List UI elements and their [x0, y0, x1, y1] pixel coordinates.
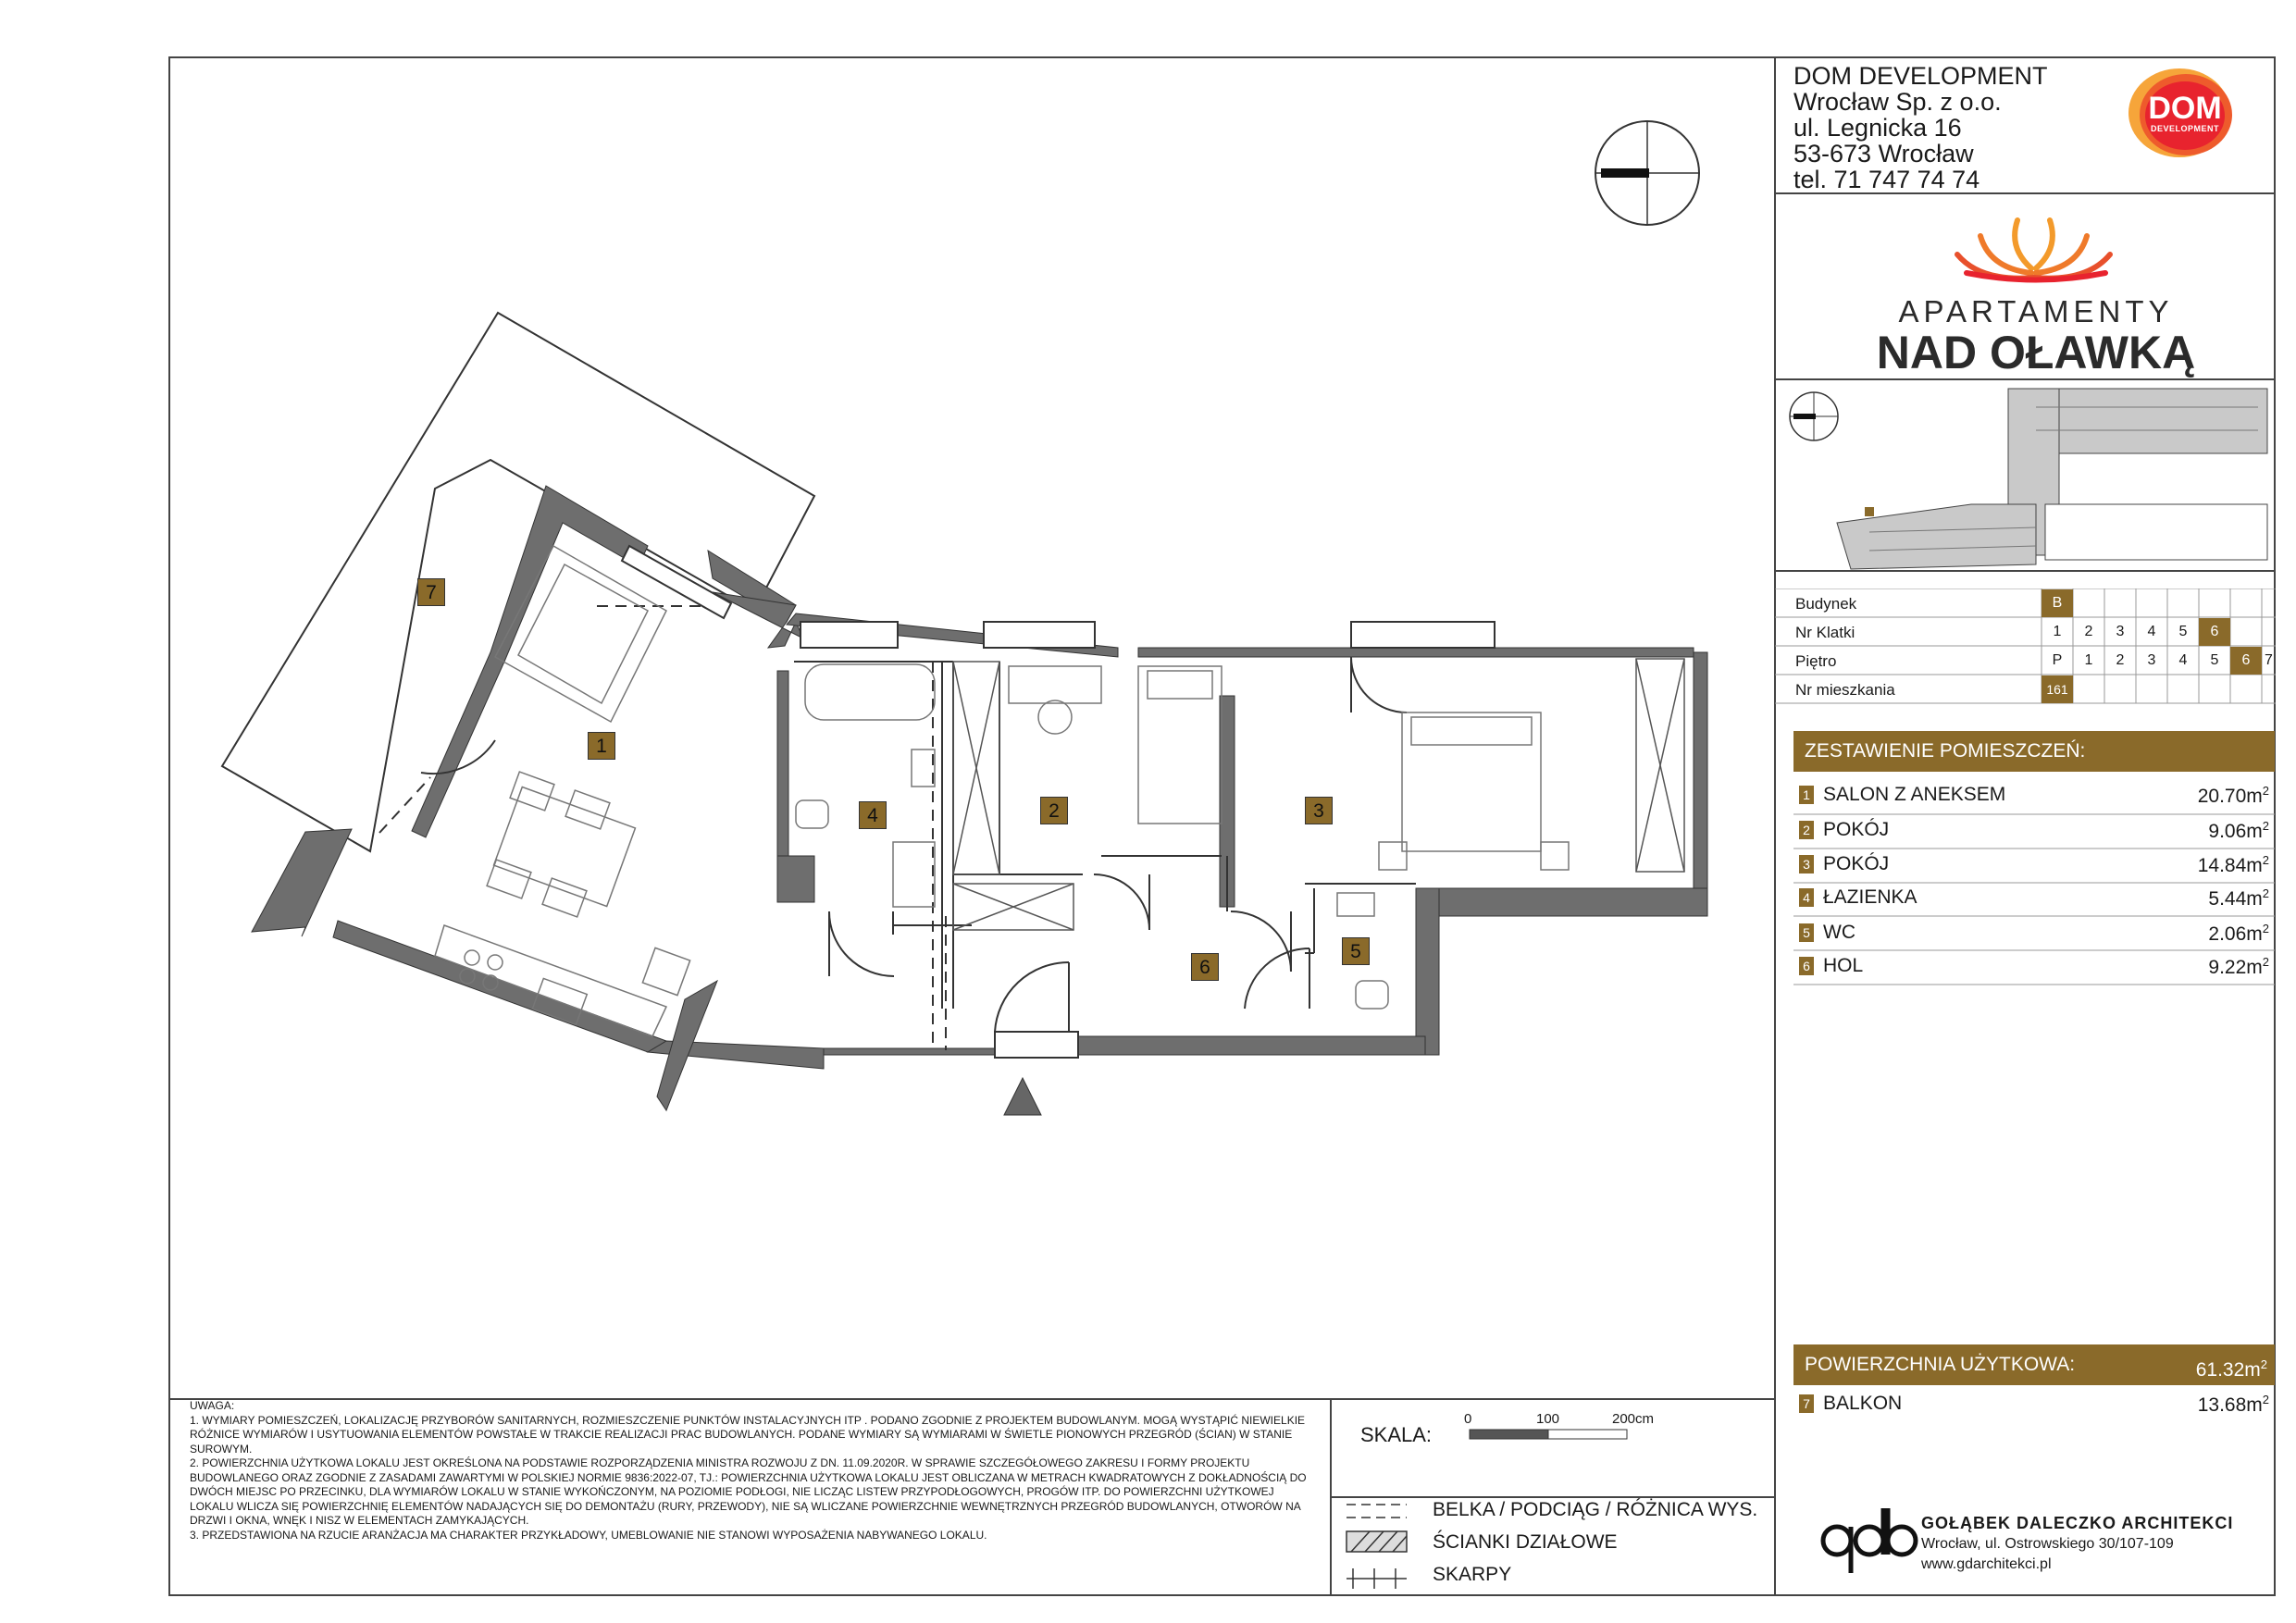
- note-item: 3. PRZEDSTAWIONA NA RZUCIE ARANŻACJA MA CHARAKTER PRZYKŁADOWY, UMEBLOWANIE NIE STANOWI WYPOSAŻENIA NABYWANEGO LOKALU.: [190, 1528, 987, 1542]
- floor-3: 3: [2147, 652, 2156, 668]
- floor-p: P: [2052, 652, 2063, 668]
- plan-label-4: 4: [859, 801, 887, 829]
- partitions: [794, 662, 1416, 1009]
- scale-tick-0: 0: [1464, 1411, 1472, 1427]
- room-area-value: 2.06m: [2208, 923, 2263, 945]
- unit-value: 161: [2042, 675, 2073, 703]
- architect-address: Wrocław, ul. Ostrowskiego 30/107-109: [1921, 1536, 2174, 1552]
- key-plan: [1790, 389, 2267, 569]
- plan-label-5: 5: [1342, 937, 1370, 965]
- plan-label-3: 3: [1305, 797, 1333, 824]
- room-number: 3: [1799, 855, 1814, 873]
- company-phone: tel. 71 747 74 74: [1793, 166, 1980, 193]
- notes: [190, 1399, 1319, 1542]
- plan-label-6: 6: [1191, 953, 1219, 981]
- room-area-value: 9.06m: [2208, 821, 2263, 842]
- room-area-unit: 2: [2262, 853, 2269, 867]
- legend-partition: ŚCIANKI DZIAŁOWE: [1433, 1531, 1618, 1553]
- entrance-arrow-icon: [1004, 1078, 1041, 1115]
- room-number: 4: [1799, 888, 1814, 907]
- legend-symbols: [1347, 1505, 1407, 1589]
- room-area-unit: 2: [2262, 922, 2269, 935]
- rooms-heading: ZESTAWIENIE POMIESZCZEŃ:: [1793, 731, 2275, 772]
- unit-label: Nr mieszkania: [1795, 681, 1895, 699]
- room-area-value: 5.44m: [2208, 888, 2263, 910]
- room-name: SALON Z ANEKSEM: [1823, 784, 2006, 805]
- architect-web: www.gdarchitekci.pl: [1921, 1556, 2052, 1572]
- stair-2: 2: [2084, 624, 2093, 639]
- room-area-unit: 2: [2262, 886, 2269, 900]
- usable-area-label: POWIERZCHNIA UŻYTKOWA:: [1805, 1354, 2076, 1375]
- company-name: DOM DEVELOPMENT: [1793, 62, 2048, 90]
- company-street: ul. Legnicka 16: [1793, 114, 1962, 142]
- room-number: 2: [1799, 821, 1814, 839]
- company-entity: Wrocław Sp. z o.o.: [1793, 88, 2002, 116]
- room-number: 7: [1799, 1394, 1814, 1413]
- room-number: 6: [1799, 957, 1814, 975]
- dom-development-logo: [2119, 65, 2247, 163]
- scale-tick-200: 200cm: [1612, 1411, 1655, 1427]
- architect-logo-icon: [1823, 1508, 1916, 1573]
- room-name: POKÓJ: [1823, 819, 1890, 840]
- building-value: B: [2042, 589, 2073, 617]
- note-item: 1. WYMIARY POMIESZCZEŃ, LOKALIZACJĘ PRZYBORÓW SANITARNYCH, ROZMIESZCZENIE PUNKTÓW INSTALACYJNYCH ITP . PODANO ZGODNIE Z PROJEKTEM BUDOWLANYM. MOGĄ WYSTĄPIĆ NIEWIELKIE RÓŻNICE WYMIARÓW I USYTUOWANIA ELEMENTÓW POWSTAŁE W TRAKCIE REALIZACJI PRAC BUDOWLANYCH. PODANE WYMIARY SĄ WYMIARAMI W ŚWIETLE PIONOWYCH PRZEGRÓD (ŚCIAN) W STANIE SUROWYM.: [190, 1413, 1306, 1456]
- brand-line-2: NAD OŁAWKĄ: [1876, 327, 2196, 378]
- room-area-value: 9.22m: [2208, 957, 2263, 978]
- room-name: HOL: [1823, 955, 1864, 976]
- floor-7: 7: [2265, 652, 2273, 668]
- legend-beam: BELKA / PODCIĄG / RÓŻNICA WYS.: [1433, 1499, 1758, 1520]
- logo-text: DOM: [2148, 91, 2222, 126]
- room-area-value: 13.68m: [2197, 1394, 2263, 1416]
- doors: [421, 657, 1407, 1032]
- stair-4: 4: [2147, 624, 2156, 639]
- balcony-row: [1799, 1391, 2269, 1422]
- room-area-unit: 2: [2262, 784, 2269, 798]
- room-area-value: 14.84m: [2197, 855, 2263, 876]
- brand-line-1: APARTAMENTY: [1898, 294, 2174, 328]
- floor-6-selected: 6: [2230, 647, 2262, 675]
- plan-label-1: 1: [588, 732, 615, 760]
- room-area-unit: 2: [2262, 955, 2269, 969]
- usable-area-total: [2196, 1344, 2267, 1391]
- room-name: BALKON: [1823, 1393, 1903, 1414]
- logo-subtext: DEVELOPMENT: [2150, 124, 2219, 133]
- stair-label: Nr Klatki: [1795, 624, 1855, 641]
- stair-5: 5: [2178, 624, 2188, 639]
- architect-mark: [1814, 1504, 1816, 1505]
- lotus-logo-icon: [1957, 220, 2110, 280]
- floor-5: 5: [2210, 652, 2219, 668]
- stair-3: 3: [2116, 624, 2125, 639]
- floor-label: Piętro: [1795, 652, 1837, 670]
- room-dividers: [1793, 768, 2275, 990]
- scale-label: SKALA:: [1360, 1423, 1433, 1446]
- usable-area-bar: [1793, 1344, 2275, 1385]
- stair-6-selected: 6: [2199, 618, 2230, 646]
- usable-area-value: 61.32m: [2195, 1359, 2261, 1381]
- floor-2: 2: [2116, 652, 2125, 668]
- room-name: POKÓJ: [1823, 853, 1890, 874]
- room-area: [2198, 1393, 2269, 1417]
- room-name: ŁAZIENKA: [1823, 886, 1917, 908]
- architect-name: GOŁĄBEK DALECZKO ARCHITEKCI: [1921, 1514, 2234, 1532]
- walls: [252, 486, 1707, 1110]
- floor-4: 4: [2178, 652, 2188, 668]
- room-area-unit: 2: [2262, 1393, 2269, 1406]
- company-city: 53-673 Wrocław: [1793, 140, 1974, 167]
- company-info: [1793, 63, 2048, 192]
- room-name: WC: [1823, 922, 1855, 943]
- room-number: 1: [1799, 786, 1814, 804]
- building-label: Budynek: [1795, 595, 1857, 613]
- scale-tick-100: 100: [1536, 1411, 1560, 1427]
- compass-icon: [1595, 121, 1699, 225]
- room-area-value: 20.70m: [2197, 786, 2263, 807]
- room-area-unit: 2: [2262, 819, 2269, 833]
- usable-area-unit: 2: [2260, 1357, 2267, 1371]
- plan-label-7: 7: [417, 578, 445, 606]
- notes-title: UWAGA:: [190, 1399, 235, 1412]
- furniture: [435, 546, 1569, 1036]
- plan-label-2: 2: [1040, 797, 1068, 824]
- room-number: 5: [1799, 923, 1814, 942]
- stair-1: 1: [2053, 624, 2062, 639]
- scale-bar: [1470, 1430, 1627, 1439]
- floor-1: 1: [2084, 652, 2093, 668]
- legend-wardrobe: SKARPY: [1433, 1564, 1512, 1585]
- note-item: 2. POWIERZCHNIA UŻYTKOWA LOKALU JEST OKREŚLONA NA PODSTAWIE ROZPORZĄDZENIA MINISTRA ROZWOJU Z DN. 11.09.2020R. W SPRAWIE SZCZEGÓŁOWEGO ZAKRESU I FORMY PROJEKTU BUDOWLANEGO ORAZ ZGODNIE Z ZASADAMI ZAWARTYMI W POLSKIEJ NORMIE 9836:2022-07, TJ.: POWIERZCHNIA UŻYTKOWA LOKALU JEST OBLICZANA W METRACH KWADRATOWYCH Z DOKŁADNOŚCIĄ DO DWÓCH MIEJSC PO PRZECINKU, DLA WYMIARÓW LOKALU W STANIE WYKOŃCZONYM, NA POZIOMIE PODŁOGI, NIE LICZĄC LISTEW PRZYPODŁOGOWYCH, PROGÓW ITP. DO POWIERZCHNI UŻYTKOWEJ LOKALU WLICZA SIĘ POWIERZCHNIĘ ELEMENTÓW NADAJĄCYCH SIĘ DO DEMONTAŻU (RURY, PRZEWODY), NIE SĄ WLICZANE POWIERZCHNIE WEWNĘTRZNYCH PRZEGRÓD BUDOWLANYCH, OTWORÓW NA DRZWI I OKNA, WNĘK I NISZ W ELEMENTACH ZAMYKAJĄCYCH.: [190, 1456, 1307, 1527]
